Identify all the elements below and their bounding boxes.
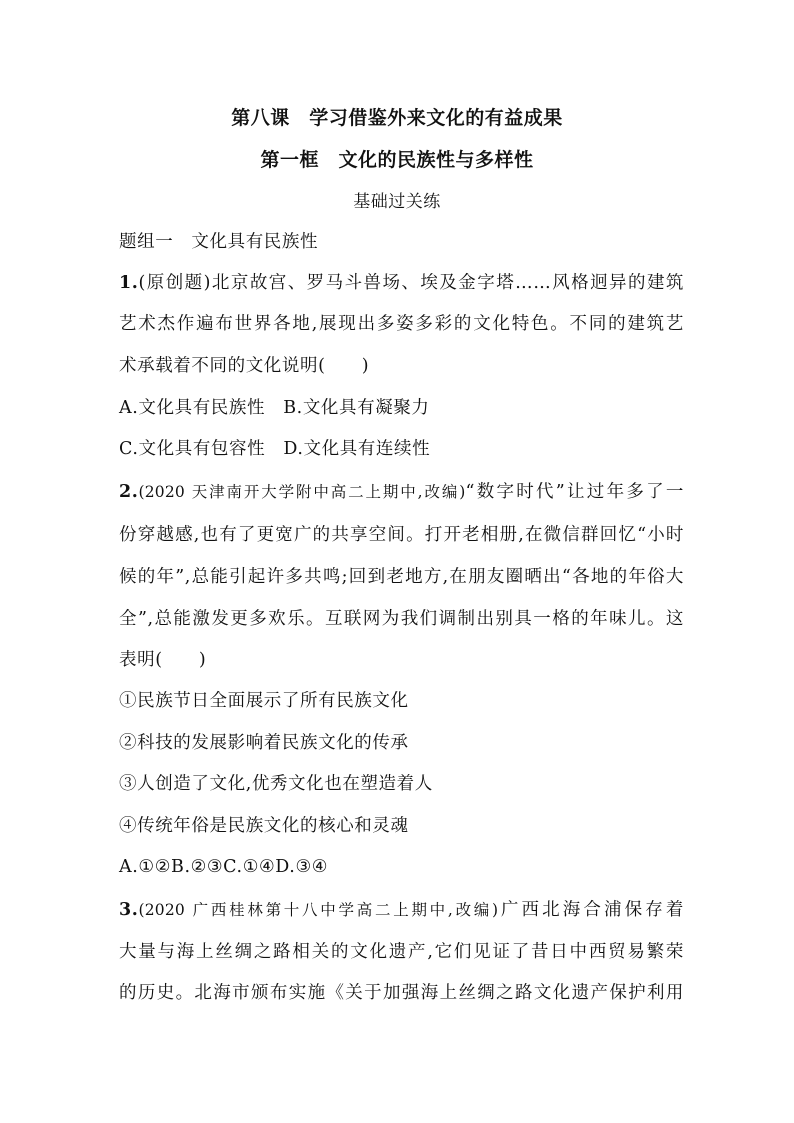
question-1-line-2: 艺术杰作遍布世界各地,展现出多姿多彩的文化特色。不同的建筑艺: [119, 314, 684, 334]
question-2-line-2: 份穿越感,也有了更宽广的共享空间。打开老相册,在微信群回忆“小时: [119, 525, 684, 545]
practice-title: 基础过关练: [353, 192, 441, 212]
section-title: 第一框 文化的民族性与多样性: [260, 149, 534, 171]
question-1-options-1: A.文化具有民族性 B.文化具有凝聚力: [119, 398, 430, 418]
question-2-line-4: 全”,总能激发更多欢乐。互联网为我们调制出别具一格的年味儿。这: [119, 609, 684, 629]
question-3-line-1: [119, 899, 684, 921]
question-2-number: 2.: [119, 482, 139, 502]
question-3-text-1: 广西北海合浦保存着: [498, 900, 684, 920]
question-1-line-1: [119, 272, 684, 294]
question-2-statement-1: ①民族节日全面展示了所有民族文化: [119, 691, 409, 711]
question-1-options-2: C.文化具有包容性 D.文化具有连续性: [119, 439, 431, 459]
question-1-source: (原创题): [138, 273, 212, 293]
question-3-line-2: 大量与海上丝绸之路相关的文化遗产,它们见证了昔日中西贸易繁荣: [119, 942, 684, 962]
question-3-number: 3.: [119, 900, 139, 920]
question-2-statement-2: ②科技的发展影响着民族文化的传承: [119, 733, 409, 753]
question-1-text-1: 北京故宫、罗马斗兽场、埃及金字塔……风格迥异的建筑: [211, 273, 685, 293]
question-2-statement-4: ④传统年俗是民族文化的核心和灵魂: [119, 816, 409, 836]
question-2-line-3: 候的年”,总能引起许多共鸣;回到老地方,在朋友圈晒出“各地的年俗大: [119, 567, 684, 587]
question-2-options: A.①②B.②③C.①④D.③④: [119, 857, 329, 877]
question-2-line-1: [119, 481, 684, 503]
question-group-label: 题组一 文化具有民族性: [119, 232, 319, 252]
question-1-number: 1.: [119, 273, 139, 293]
question-2-statement-3: ③人创造了文化,优秀文化也在塑造着人: [119, 774, 433, 794]
question-3-line-3: 的历史。北海市颁布实施《关于加强海上丝绸之路文化遗产保护利用: [119, 983, 684, 1003]
question-3-source: (2020 广西桂林第十八中学高二上期中,改编): [138, 901, 499, 919]
question-2-text-1: “数字时代”让过年多了一: [465, 482, 684, 502]
question-1-line-3: 术承载着不同的文化说明( ): [119, 356, 370, 376]
lesson-title: 第八课 学习借鉴外来文化的有益成果: [231, 107, 563, 129]
question-2-source: (2020 天津南开大学附中高二上期中,改编): [138, 483, 466, 501]
question-2-line-5: 表明( ): [119, 650, 207, 670]
